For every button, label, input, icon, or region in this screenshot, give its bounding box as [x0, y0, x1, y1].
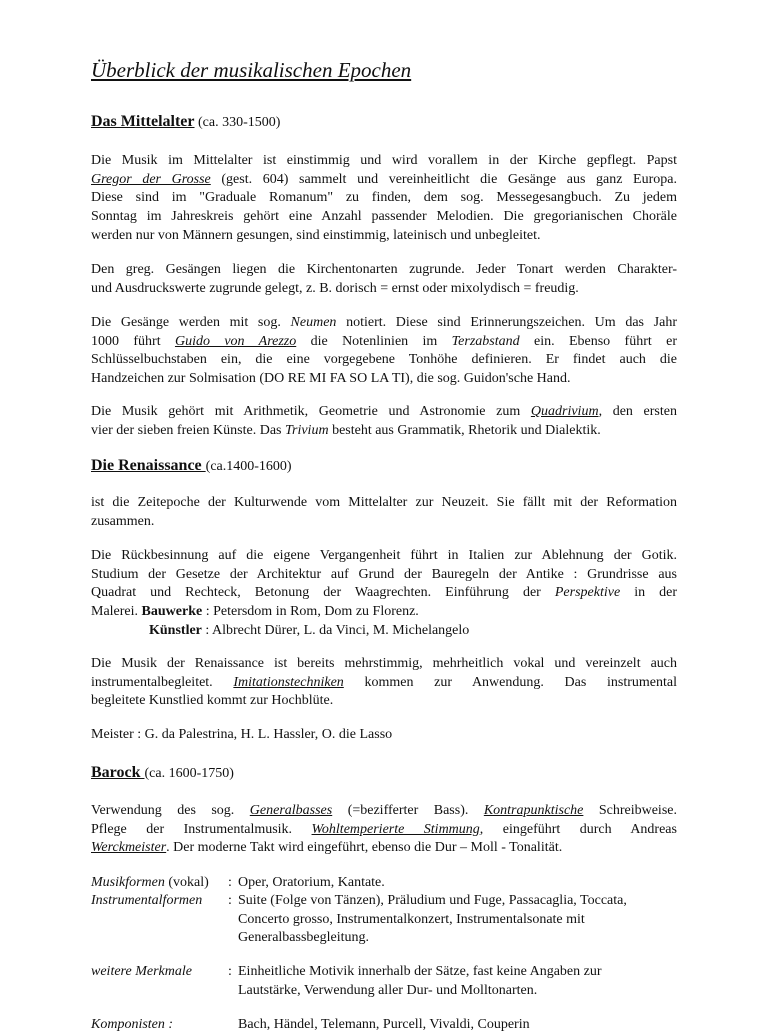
row-value [238, 963, 668, 1000]
text-span: ein. Ebenso führt er [519, 333, 677, 349]
text-span: : Albrecht Dürer, L. da Vinci, M. Michelangelo [201, 622, 470, 638]
text-span: besteht aus Grammatik, Rhetorik und Dialektik. [328, 422, 601, 438]
paragraph-mittelalter-3 [91, 314, 677, 389]
row-value: Oper, Oratorium, Kantate. [238, 875, 385, 890]
label-kuenstler: Künstler [149, 622, 202, 638]
paragraph-renaissance-2 [91, 547, 677, 641]
text-span: (=bezifferter Bass). [332, 803, 484, 818]
value-line: Einheitliche Motivik innerhalb der Sätze, fast keine Angaben zur [238, 964, 602, 979]
text-line: begleitete Kunstlied kommt zur Hochblüte. [91, 693, 334, 709]
text-span: vier der sieben freien Künste. Das [91, 422, 285, 438]
paragraph-barock-1 [91, 802, 677, 858]
text-span: Schreibweise. [583, 803, 677, 818]
paragraph-mittelalter-2 [91, 261, 677, 298]
key-komponisten: Komponisten : [91, 1017, 174, 1032]
text-span: Malerei. [91, 604, 142, 620]
text-span: die Notenlinien im [296, 333, 452, 349]
text-line: zusammen. [91, 513, 155, 529]
text-line: Sonntag im Jahreskreis gehört eine Anzahl passender Melodien. Die gregorianischen Choräle [91, 209, 677, 225]
value-line: Lautstärke, Verwendung aller Dur- und Molltonarten. [238, 982, 538, 998]
label-bauwerke: Bauwerke [141, 604, 203, 620]
heading-text: Die Renaissance [91, 457, 206, 474]
text-line: Den greg. Gesängen liegen die Kirchentonarten zugrunde. Jeder Tonart werden Charakter- [91, 262, 677, 277]
text-span: kommen zur Anwendung. Das instrumental [343, 674, 677, 690]
heading-range: (ca. 1600-1750) [144, 766, 234, 781]
key-weitere-merkmale: weitere Merkmale [91, 964, 192, 979]
term-terzabstand: Terzabstand [451, 333, 520, 349]
text-line: Handzeichen zur Solmisation (DO RE MI FA SO LA TI), die sog. Guidon'sche Hand. [91, 371, 571, 387]
section-heading-mittelalter [91, 113, 280, 131]
row-value: Bach, Händel, Telemann, Purcell, Vivaldi, Couperin [238, 1017, 530, 1032]
text-line: Die Musik der Renaissance ist bereits mehrstimmig, mehrheitlich vokal und vereinzelt auch [91, 656, 677, 671]
key-musikformen: Musikformen [91, 875, 165, 890]
text-span: Die Gesänge werden mit sog. [91, 315, 291, 330]
text-line: ist die Zeitepoche der Kulturwende vom Mittelalter zur Neuzeit. Sie fällt mit der Reformation [91, 495, 677, 510]
text-span: Die Musik gehört mit Arithmetik, Geometrie und Astronomie zum [91, 404, 531, 419]
value-line: Suite (Folge von Tänzen), Präludium und Fuge, Passacaglia, Toccata, [238, 893, 627, 908]
paragraph-renaissance-4: Meister : G. da Palestrina, H. L. Hassler, O. die Lasso [91, 727, 393, 742]
heading-range: (ca. 330-1500) [198, 115, 281, 130]
heading-text: Das Mittelalter [91, 113, 195, 130]
term-gregor: Gregor der Grosse [91, 171, 211, 187]
value-line: Concerto grosso, Instrumentalkonzert, Instrumentalsonate mit [238, 911, 585, 927]
text-line: Studium der Gesetze der Architektur auf Grund der Bauregeln der Antike : Grundrisse aus [91, 566, 677, 582]
text-span: instrumentalbegleitet. [91, 674, 234, 690]
paragraph-mittelalter-1 [91, 152, 677, 246]
text-line: und Ausdruckswerte zugrunde gelegt, z. B. dorisch = ernst oder mixolydisch = freudig. [91, 280, 579, 296]
heading-text: Barock [91, 764, 145, 781]
text-span: (gest. 604) sammelt und vereinheitlicht die Gesänge aus ganz Europa. [210, 171, 677, 187]
term-guido: Guido von Arezzo [174, 333, 297, 349]
text-line: werden nur von Männern gesungen, sind einstimmig, lateinisch und unbegleitet. [91, 227, 541, 243]
heading-range: (ca.1400-1600) [205, 459, 292, 474]
document-title: Überblick der musikalischen Epochen [91, 58, 412, 82]
paragraph-mittelalter-4 [91, 403, 677, 440]
key-instrumentalformen: Instrumentalformen [91, 893, 203, 908]
value-line: Generalbassbegleitung. [238, 930, 370, 946]
text-span: Verwendung des sog. [91, 803, 250, 818]
term-perspektive: Perspektive [554, 585, 621, 601]
term-generalbasses: Generalbasses [249, 803, 333, 818]
text-span: : Petersdom in Rom, Dom zu Florenz. [202, 604, 419, 620]
term-wohltemperierte-stimmung: Wohltemperierte Stimmung [311, 821, 480, 837]
key-suffix: (vokal) [164, 875, 209, 890]
section-heading-barock [91, 764, 234, 782]
text-span: Quadrat und Rechteck, Betonung der Waagrechten. Einführung der [91, 585, 555, 601]
section-heading-renaissance [91, 457, 292, 475]
text-span: 1000 führt [91, 333, 175, 349]
text-span: Pflege der Instrumentalmusik. [91, 821, 312, 837]
term-imitationstechniken: Imitationstechniken [233, 674, 344, 690]
text-span: . Der moderne Takt wird eingeführt, ebenso die Dur – Moll - Tonalität. [166, 840, 563, 856]
paragraph-renaissance-3 [91, 655, 677, 711]
term-quadrivium: Quadrivium [530, 404, 599, 419]
paragraph-renaissance-1 [91, 494, 677, 531]
text-span: , eingeführt durch Andreas [479, 821, 677, 837]
term-kontrapunktische: Kontrapunktische [483, 803, 584, 818]
text-line: Schlüsselbuchstaben ein, die eine vorgegebene Tonhöhe definieren. Er findet auch die [91, 352, 677, 368]
text-line: Diese sind im "Graduale Romanum" zu finden, dem sog. Messegesangbuch. Zu jedem [91, 190, 677, 206]
colon: : [228, 964, 232, 979]
colon: : [228, 875, 232, 890]
term-trivium: Trivium [284, 422, 329, 438]
term-werckmeister: Werckmeister [91, 840, 167, 856]
term-neumen: Neumen [290, 315, 337, 330]
colon: : [228, 893, 232, 908]
text-span: notiert. Diese sind Erinnerungszeichen. Um das Jahr [336, 315, 677, 330]
text-line: Die Musik im Mittelalter ist einstimmig und wird vorallem in der Kirche gepflegt. Papst [91, 153, 677, 168]
text-span: in der [620, 585, 678, 601]
text-span: , den ersten [598, 404, 677, 419]
text-line: Die Rückbesinnung auf die eigene Vergangenheit führt in Italien zur Ablehnung der Gotik. [91, 548, 677, 563]
row-value [238, 892, 668, 948]
